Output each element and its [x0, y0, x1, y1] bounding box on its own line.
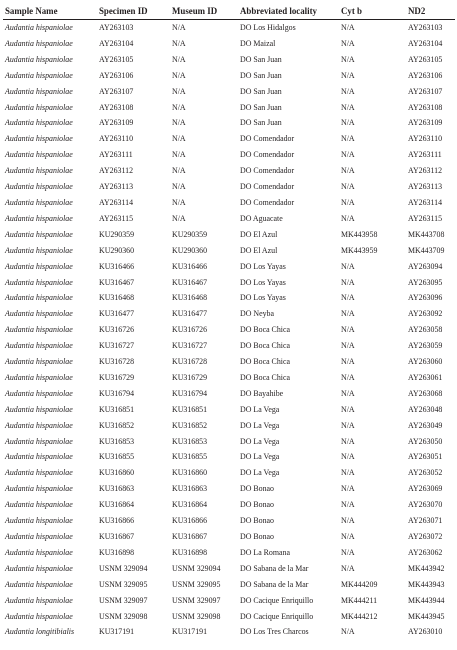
cell-cyt-b: N/A	[341, 420, 355, 430]
cell-sample-name: Audantia longitibialis	[5, 627, 75, 637]
table-row	[3, 624, 455, 640]
cell-specimen-id: KU317191	[99, 627, 135, 637]
cell-museum-id: KU316467	[172, 277, 208, 287]
cell-cyt-b: N/A	[341, 516, 355, 526]
cell-nd2: AY263110	[408, 134, 443, 144]
table-row	[3, 561, 455, 577]
header-museum-id: Museum ID	[170, 3, 238, 20]
cell-cyt-b: N/A	[341, 341, 355, 351]
cell-locality: DO San Juan	[240, 102, 282, 112]
cell-sample-name: Audantia hispaniolae	[5, 166, 73, 176]
cell-cyt-b: N/A	[341, 197, 355, 207]
cell-nd2: AY263059	[408, 341, 443, 351]
cell-specimen-id: AY263105	[99, 54, 134, 64]
cell-sample-name: Audantia hispaniolae	[5, 404, 73, 414]
cell-cyt-b: N/A	[341, 86, 355, 96]
cell-locality: DO San Juan	[240, 54, 282, 64]
cell-cyt-b: N/A	[341, 484, 355, 494]
cell-museum-id: KU316853	[172, 436, 208, 446]
cell-locality: DO Bonao	[240, 532, 274, 541]
cell-sample-name: Audantia hispaniolae	[5, 38, 73, 48]
document-page	[0, 3, 457, 650]
cell-nd2: AY263092	[408, 309, 443, 319]
cell-locality: DO Sabana de la Mar	[240, 579, 309, 589]
cell-museum-id: USNM 329095	[172, 579, 221, 589]
cell-sample-name: Audantia hispaniolae	[5, 118, 73, 128]
table-row	[3, 370, 455, 386]
cell-cyt-b: MK443959	[341, 245, 378, 255]
table-row	[3, 163, 455, 179]
cell-sample-name: Audantia hispaniolae	[5, 484, 73, 494]
cell-nd2: MK443944	[408, 595, 445, 605]
cell-museum-id: KU316794	[172, 388, 208, 398]
cell-sample-name: Audantia hispaniolae	[5, 579, 73, 589]
cell-museum-id: KU316867	[172, 532, 208, 541]
cell-museum-id: N/A	[172, 197, 186, 207]
cell-cyt-b: MK444212	[341, 611, 378, 621]
cell-specimen-id: KU316864	[99, 500, 135, 510]
cell-cyt-b: N/A	[341, 547, 355, 557]
cell-museum-id: KU316468	[172, 293, 208, 303]
cell-specimen-id: AY263104	[99, 38, 134, 48]
cell-locality: DO Bonao	[240, 516, 274, 526]
cell-sample-name: Audantia hispaniolae	[5, 197, 73, 207]
cell-museum-id: N/A	[172, 118, 186, 128]
cell-sample-name: Audantia hispaniolae	[5, 452, 73, 462]
table-row	[3, 275, 455, 291]
cell-cyt-b: N/A	[341, 357, 355, 367]
cell-nd2: AY263108	[408, 102, 443, 112]
cell-museum-id: KU316477	[172, 309, 208, 319]
cell-specimen-id: AY263103	[99, 23, 134, 32]
cell-nd2: AY263071	[408, 516, 443, 526]
cell-cyt-b: N/A	[341, 213, 355, 223]
cell-cyt-b: N/A	[341, 118, 355, 128]
table-row	[3, 449, 455, 465]
cell-nd2: AY263106	[408, 70, 443, 80]
cell-locality: DO Bonao	[240, 500, 274, 510]
table-row	[3, 434, 455, 450]
cell-sample-name: Audantia hispaniolae	[5, 150, 73, 160]
cell-specimen-id: KU316794	[99, 388, 135, 398]
cell-sample-name: Audantia hispaniolae	[5, 516, 73, 526]
cell-museum-id: N/A	[172, 86, 186, 96]
cell-locality: DO Los Yayas	[240, 277, 286, 287]
cell-cyt-b: N/A	[341, 388, 355, 398]
cell-sample-name: Audantia hispaniolae	[5, 420, 73, 430]
cell-museum-id: KU290360	[172, 245, 208, 255]
cell-cyt-b: N/A	[341, 182, 355, 192]
cell-locality: DO Bonao	[240, 484, 274, 494]
cell-cyt-b: N/A	[341, 102, 355, 112]
cell-museum-id: KU316466	[172, 261, 208, 271]
cell-cyt-b: N/A	[341, 627, 355, 637]
cell-specimen-id: AY263113	[99, 182, 134, 192]
cell-cyt-b: MK444211	[341, 595, 378, 605]
table-row	[3, 593, 455, 609]
cell-specimen-id: KU316852	[99, 420, 135, 430]
cell-nd2: AY263112	[408, 166, 443, 176]
cell-nd2: AY263058	[408, 325, 443, 335]
cell-specimen-id: KU290360	[99, 245, 135, 255]
cell-museum-id: KU316851	[172, 404, 208, 414]
table-row	[3, 513, 455, 529]
header-sample-name: Sample Name	[3, 3, 97, 20]
cell-museum-id: N/A	[172, 182, 186, 192]
cell-museum-id: KU316726	[172, 325, 208, 335]
cell-nd2: AY263113	[408, 182, 443, 192]
cell-sample-name: Audantia hispaniolae	[5, 229, 73, 239]
cell-specimen-id: KU316728	[99, 357, 135, 367]
cell-specimen-id: KU316477	[99, 309, 135, 319]
cell-museum-id: N/A	[172, 54, 186, 64]
cell-museum-id: KU316864	[172, 500, 208, 510]
cell-nd2: AY263104	[408, 38, 443, 48]
cell-sample-name: Audantia hispaniolae	[5, 357, 73, 367]
cell-sample-name: Audantia hispaniolae	[5, 500, 73, 510]
cell-nd2: AY263049	[408, 420, 443, 430]
cell-sample-name: Audantia hispaniolae	[5, 309, 73, 319]
cell-cyt-b: N/A	[341, 134, 355, 144]
cell-museum-id: KU316852	[172, 420, 208, 430]
cell-museum-id: N/A	[172, 134, 186, 144]
cell-sample-name: Audantia hispaniolae	[5, 213, 73, 223]
cell-locality: DO El Azul	[240, 229, 278, 239]
table-row	[3, 290, 455, 306]
table-row	[3, 52, 455, 68]
cell-locality: DO San Juan	[240, 86, 282, 96]
cell-nd2: AY263068	[408, 388, 443, 398]
table-row	[3, 354, 455, 370]
cell-nd2: AY263052	[408, 468, 443, 478]
cell-nd2: AY263095	[408, 277, 443, 287]
table-row	[3, 465, 455, 481]
cell-specimen-id: KU290359	[99, 229, 135, 239]
table-row	[3, 147, 455, 163]
cell-nd2: AY263010	[408, 627, 443, 637]
cell-museum-id: KU290359	[172, 229, 208, 239]
cell-locality: DO Sabana de la Mar	[240, 563, 309, 573]
cell-nd2: AY263115	[408, 213, 443, 223]
cell-nd2: AY263070	[408, 500, 443, 510]
cell-cyt-b: N/A	[341, 166, 355, 176]
cell-nd2: AY263060	[408, 357, 443, 367]
cell-cyt-b: N/A	[341, 372, 355, 382]
table-row	[3, 259, 455, 275]
cell-specimen-id: KU316726	[99, 325, 135, 335]
cell-nd2: MK443943	[408, 579, 445, 589]
cell-nd2: AY263107	[408, 86, 443, 96]
cell-sample-name: Audantia hispaniolae	[5, 563, 73, 573]
cell-specimen-id: AY263115	[99, 213, 134, 223]
cell-locality: DO Comendador	[240, 197, 295, 207]
cell-specimen-id: KU316860	[99, 468, 135, 478]
table-row	[3, 243, 455, 259]
cell-specimen-id: AY263106	[99, 70, 134, 80]
cell-museum-id: USNM 329098	[172, 611, 221, 621]
cell-cyt-b: N/A	[341, 38, 355, 48]
cell-locality: DO La Vega	[240, 468, 280, 478]
cell-cyt-b: N/A	[341, 261, 355, 271]
cell-specimen-id: AY263108	[99, 102, 134, 112]
table-row	[3, 68, 455, 84]
table-row	[3, 20, 455, 36]
cell-museum-id: N/A	[172, 213, 186, 223]
cell-nd2: MK443709	[408, 245, 445, 255]
cell-cyt-b: N/A	[341, 468, 355, 478]
cell-specimen-id: KU316866	[99, 516, 135, 526]
cell-sample-name: Audantia hispaniolae	[5, 532, 73, 541]
cell-sample-name: Audantia hispaniolae	[5, 70, 73, 80]
cell-specimen-id: KU316867	[99, 532, 135, 541]
cell-museum-id: N/A	[172, 150, 186, 160]
cell-museum-id: KU316729	[172, 372, 208, 382]
cell-cyt-b: MK443958	[341, 229, 378, 239]
cell-cyt-b: N/A	[341, 404, 355, 414]
cell-sample-name: Audantia hispaniolae	[5, 245, 73, 255]
cell-sample-name: Audantia hispaniolae	[5, 372, 73, 382]
cell-cyt-b: N/A	[341, 150, 355, 160]
cell-specimen-id: KU316727	[99, 341, 135, 351]
cell-specimen-id: KU316467	[99, 277, 135, 287]
cell-locality: DO Comendador	[240, 150, 295, 160]
cell-specimen-id: KU316855	[99, 452, 135, 462]
cell-museum-id: N/A	[172, 102, 186, 112]
cell-nd2: AY263103	[408, 23, 443, 32]
cell-locality: DO Cacique Enriquillo	[240, 611, 314, 621]
cell-specimen-id: USNM 329095	[99, 579, 148, 589]
cell-locality: DO Los Tres Charcos	[240, 627, 309, 637]
table-row	[3, 497, 455, 513]
cell-nd2: AY263069	[408, 484, 443, 494]
table-row	[3, 402, 455, 418]
cell-specimen-id: AY263114	[99, 197, 134, 207]
table-row	[3, 481, 455, 497]
cell-sample-name: Audantia hispaniolae	[5, 468, 73, 478]
cell-nd2: AY263051	[408, 452, 443, 462]
table-row	[3, 179, 455, 195]
cell-museum-id: KU316863	[172, 484, 208, 494]
cell-nd2: AY263114	[408, 197, 443, 207]
cell-specimen-id: AY263112	[99, 166, 134, 176]
table-row	[3, 131, 455, 147]
cell-nd2: AY263105	[408, 54, 443, 64]
table-row	[3, 227, 455, 243]
cell-cyt-b: N/A	[341, 325, 355, 335]
table-row	[3, 545, 455, 561]
cell-museum-id: USNM 329094	[172, 563, 221, 573]
cell-museum-id: N/A	[172, 38, 186, 48]
cell-cyt-b: N/A	[341, 452, 355, 462]
cell-cyt-b: N/A	[341, 500, 355, 510]
table-row	[3, 322, 455, 338]
cell-specimen-id: USNM 329098	[99, 611, 148, 621]
cell-locality: DO Comendador	[240, 134, 295, 144]
table-row	[3, 577, 455, 593]
cell-museum-id: KU316728	[172, 357, 208, 367]
cell-sample-name: Audantia hispaniolae	[5, 261, 73, 271]
cell-nd2: MK443942	[408, 563, 445, 573]
cell-sample-name: Audantia hispaniolae	[5, 341, 73, 351]
table-row	[3, 386, 455, 402]
table-row	[3, 529, 455, 545]
table-row	[3, 609, 455, 625]
cell-nd2: AY263050	[408, 436, 443, 446]
cell-locality: DO Boca Chica	[240, 372, 290, 382]
cell-museum-id: KU316866	[172, 516, 208, 526]
cell-museum-id: KU316860	[172, 468, 208, 478]
cell-locality: DO Maizal	[240, 38, 276, 48]
cell-cyt-b: MK444209	[341, 579, 378, 589]
cell-locality: DO La Vega	[240, 404, 280, 414]
cell-museum-id: KU316855	[172, 452, 208, 462]
cell-nd2: AY263072	[408, 532, 443, 541]
cell-sample-name: Audantia hispaniolae	[5, 277, 73, 287]
table-row	[3, 84, 455, 100]
cell-locality: DO La Vega	[240, 436, 280, 446]
cell-sample-name: Audantia hispaniolae	[5, 388, 73, 398]
cell-cyt-b: N/A	[341, 532, 355, 541]
cell-locality: DO Los Yayas	[240, 293, 286, 303]
table-row	[3, 100, 455, 116]
table-body	[3, 20, 455, 641]
table-row	[3, 36, 455, 52]
cell-locality: DO Aguacate	[240, 213, 283, 223]
cell-sample-name: Audantia hispaniolae	[5, 595, 73, 605]
cell-locality: DO Bayahibe	[240, 388, 284, 398]
cell-cyt-b: N/A	[341, 54, 355, 64]
cell-specimen-id: KU316853	[99, 436, 135, 446]
specimen-table	[3, 3, 455, 640]
cell-sample-name: Audantia hispaniolae	[5, 134, 73, 144]
cell-museum-id: USNM 329097	[172, 595, 221, 605]
cell-sample-name: Audantia hispaniolae	[5, 325, 73, 335]
header-abbreviated-locality: Abbreviated locality	[238, 3, 339, 20]
table-row	[3, 338, 455, 354]
cell-nd2: AY263094	[408, 261, 443, 271]
cell-specimen-id: KU316468	[99, 293, 135, 303]
cell-nd2: AY263062	[408, 547, 443, 557]
cell-specimen-id: AY263111	[99, 150, 133, 160]
cell-cyt-b: N/A	[341, 309, 355, 319]
cell-nd2: MK443945	[408, 611, 445, 621]
cell-cyt-b: N/A	[341, 563, 355, 573]
cell-locality: DO Los Hidalgos	[240, 23, 296, 32]
cell-specimen-id: AY263110	[99, 134, 134, 144]
cell-locality: DO Cacique Enriquillo	[240, 595, 314, 605]
cell-specimen-id: USNM 329097	[99, 595, 148, 605]
cell-locality: DO San Juan	[240, 118, 282, 128]
table-row	[3, 211, 455, 227]
cell-sample-name: Audantia hispaniolae	[5, 293, 73, 303]
cell-sample-name: Audantia hispaniolae	[5, 611, 73, 621]
header-cyt-b: Cyt b	[339, 3, 406, 20]
cell-locality: DO Boca Chica	[240, 357, 290, 367]
cell-cyt-b: N/A	[341, 277, 355, 287]
cell-specimen-id: KU316466	[99, 261, 135, 271]
cell-specimen-id: AY263107	[99, 86, 134, 96]
cell-locality: DO Boca Chica	[240, 325, 290, 335]
header-specimen-id: Specimen ID	[97, 3, 170, 20]
cell-museum-id: KU316727	[172, 341, 208, 351]
cell-specimen-id: USNM 329094	[99, 563, 148, 573]
cell-museum-id: KU317191	[172, 627, 208, 637]
cell-museum-id: N/A	[172, 166, 186, 176]
cell-specimen-id: AY263109	[99, 118, 134, 128]
cell-sample-name: Audantia hispaniolae	[5, 547, 73, 557]
cell-cyt-b: N/A	[341, 293, 355, 303]
table-row	[3, 418, 455, 434]
table-row	[3, 306, 455, 322]
cell-locality: DO Comendador	[240, 182, 295, 192]
cell-locality: DO La Romana	[240, 547, 290, 557]
cell-museum-id: N/A	[172, 23, 186, 32]
cell-cyt-b: N/A	[341, 70, 355, 80]
cell-nd2: AY263048	[408, 404, 443, 414]
cell-museum-id: KU316898	[172, 547, 208, 557]
cell-specimen-id: KU316851	[99, 404, 135, 414]
cell-nd2: MK443708	[408, 229, 445, 239]
cell-sample-name: Audantia hispaniolae	[5, 54, 73, 64]
table-row	[3, 195, 455, 211]
cell-specimen-id: KU316729	[99, 372, 135, 382]
cell-locality: DO Comendador	[240, 166, 295, 176]
cell-locality: DO San Juan	[240, 70, 282, 80]
cell-cyt-b: N/A	[341, 436, 355, 446]
header-nd2: ND2	[406, 3, 455, 20]
cell-museum-id: N/A	[172, 70, 186, 80]
cell-locality: DO La Vega	[240, 452, 280, 462]
cell-locality: DO Los Yayas	[240, 261, 286, 271]
table-row	[3, 115, 455, 131]
cell-nd2: AY263109	[408, 118, 443, 128]
cell-sample-name: Audantia hispaniolae	[5, 436, 73, 446]
cell-locality: DO Neyba	[240, 309, 274, 319]
cell-nd2: AY263061	[408, 372, 443, 382]
cell-locality: DO Boca Chica	[240, 341, 290, 351]
cell-locality: DO La Vega	[240, 420, 280, 430]
cell-specimen-id: KU316898	[99, 547, 135, 557]
cell-cyt-b: N/A	[341, 23, 355, 32]
table-header-row	[3, 3, 455, 20]
cell-nd2: AY263111	[408, 150, 442, 160]
cell-specimen-id: KU316863	[99, 484, 135, 494]
cell-sample-name: Audantia hispaniolae	[5, 182, 73, 192]
cell-sample-name: Audantia hispaniolae	[5, 86, 73, 96]
cell-sample-name: Audantia hispaniolae	[5, 23, 73, 32]
cell-locality: DO El Azul	[240, 245, 278, 255]
cell-sample-name: Audantia hispaniolae	[5, 102, 73, 112]
cell-nd2: AY263096	[408, 293, 443, 303]
